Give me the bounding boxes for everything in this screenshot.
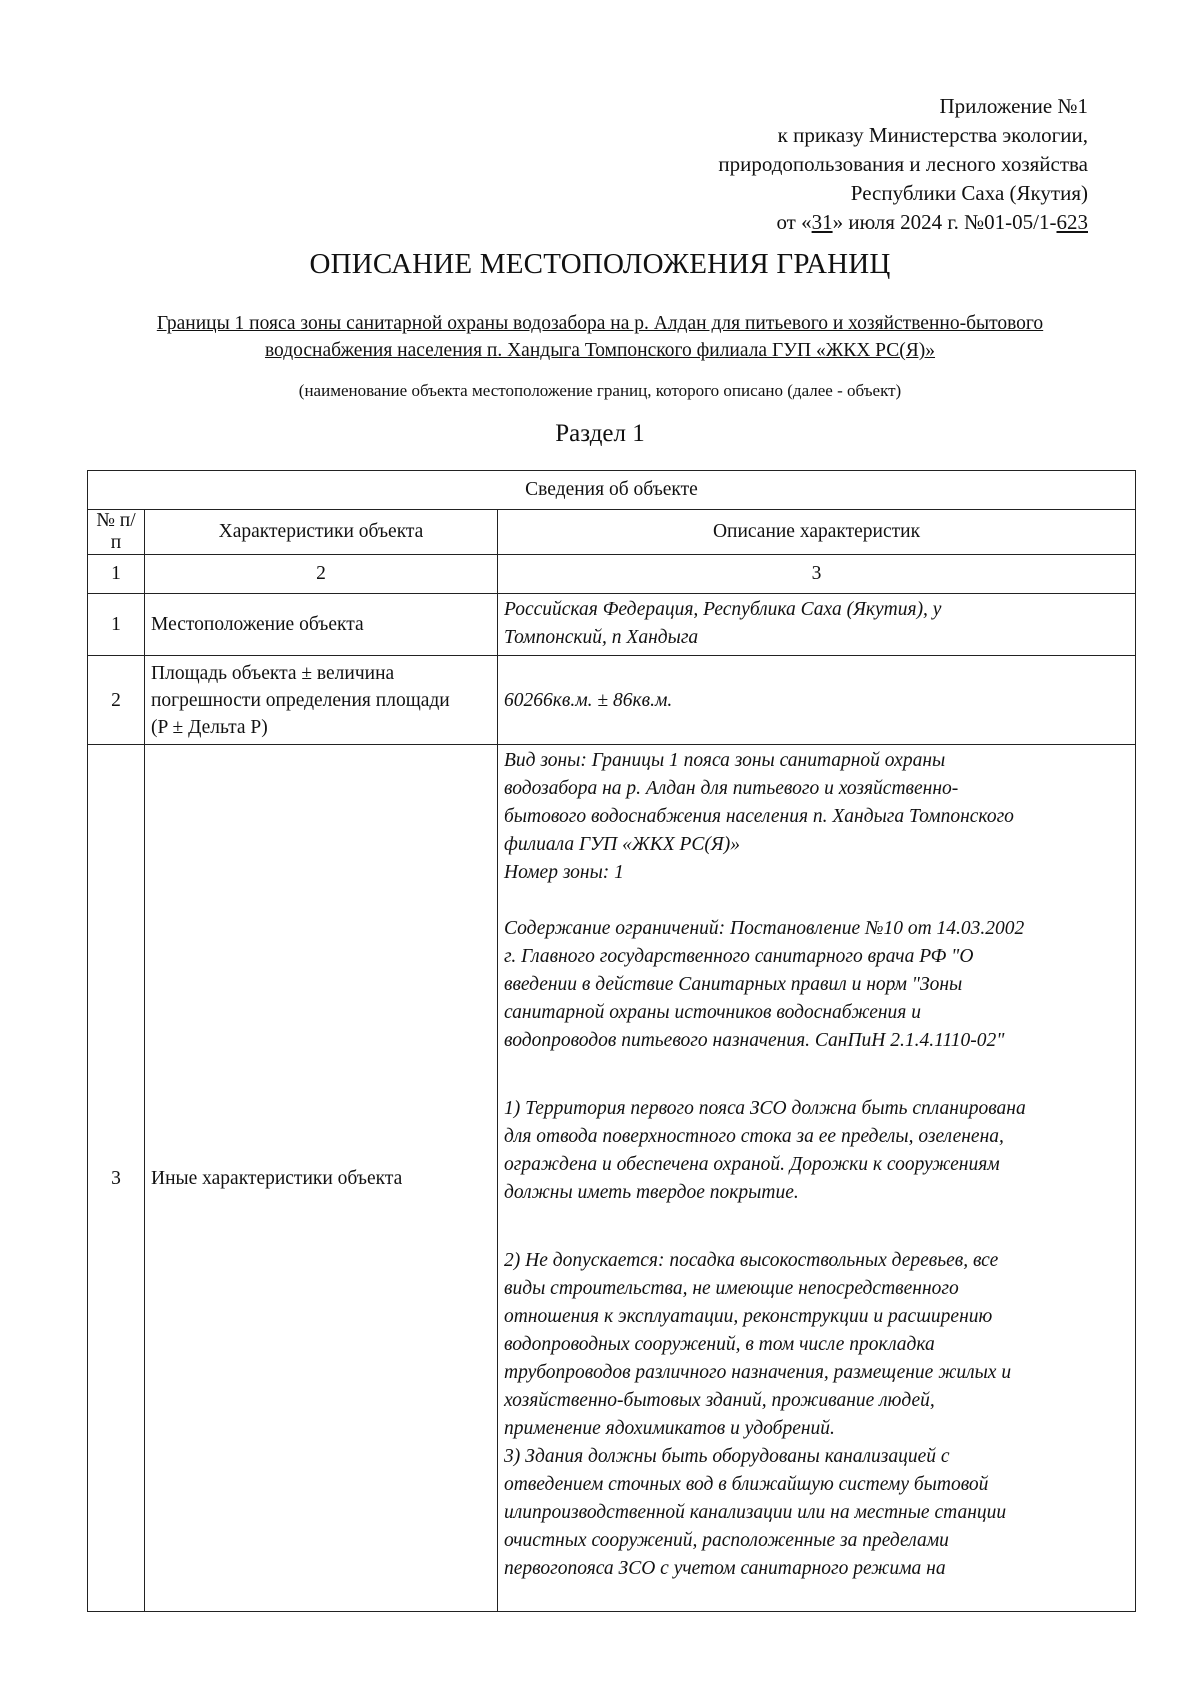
description-line: Томпонский, п Хандыга — [504, 627, 699, 648]
characteristic-line: Площадь объекта ± величина — [151, 662, 395, 684]
characteristic-cell: Иные характеристики объекта — [145, 745, 498, 1612]
section-title: Раздел 1 — [555, 420, 645, 447]
rule-1-line: должны иметь твердое покрытие. — [504, 1182, 799, 1203]
spacer — [504, 1207, 1129, 1247]
table-caption: Сведения об объекте — [88, 471, 1136, 510]
rule-3-line: первогопояса ЗСО с учетом санитарного режима на — [504, 1558, 946, 1579]
characteristic-line: погрешности определения площади — [151, 689, 450, 711]
rule-3-line: очистных сооружений, расположенные за пределами — [504, 1530, 949, 1551]
restrictions-line: водопроводов питьевого назначения. СанПиН 2.1.4.1110-02" — [504, 1030, 1005, 1051]
order-middle: » июля 2024 г. №01-05/1- — [832, 210, 1057, 234]
zone-type-line: Вид зоны: Границы 1 пояса зоны санитарной охраны — [504, 750, 946, 771]
appendix-block — [718, 92, 1088, 237]
rule-1-line: ограждена и обеспечена охраной. Дорожки к сооружениям — [504, 1154, 1000, 1175]
header-cell-characteristic: Характеристики объекта — [145, 510, 498, 555]
column-number: 3 — [498, 555, 1136, 594]
rule-3-line: илипроизводственной канализации или на местные станции — [504, 1502, 1007, 1523]
restrictions-line: г. Главного государственного санитарного врача РФ "О — [504, 946, 974, 967]
zone-number: Номер зоны: 1 — [504, 862, 624, 883]
appendix-line: Республики Саха (Якутия) — [850, 181, 1088, 205]
spacer — [504, 1055, 1129, 1095]
header-cell-number: № п/п — [88, 510, 145, 555]
description-cell — [498, 594, 1136, 656]
rule-1-line: для отвода поверхностного стока за ее пределы, озеленена, — [504, 1126, 1004, 1147]
column-number: 1 — [88, 555, 145, 594]
rule-3-line: отведением сточных вод в ближайшую систему бытовой — [504, 1474, 989, 1495]
row-number: 3 — [88, 745, 145, 1612]
restrictions-line: введении в действие Санитарных правил и норм "Зоны — [504, 974, 963, 995]
rule-2-line: виды строительства, не имеющие непосредственного — [504, 1278, 959, 1299]
rule-2-line: трубопроводов различного назначения, размещение жилых и — [504, 1362, 1012, 1383]
rule-1-line: 1) Территория первого пояса ЗСО должна быть спланирована — [504, 1098, 1026, 1119]
object-info-table — [87, 470, 1136, 1612]
rule-2-line: 2) Не допускается: посадка высокоствольных деревьев, все — [504, 1250, 999, 1271]
rule-2-line: отношения к эксплуатации, реконструкции и расширению — [504, 1306, 993, 1327]
table-header-row — [88, 510, 1136, 555]
column-number: 2 — [145, 555, 498, 594]
zone-type-line: водозабора на р. Алдан для питьевого и хозяйственно- — [504, 778, 959, 799]
order-date-line — [718, 208, 1088, 237]
table-row — [88, 656, 1136, 745]
table-caption-row — [88, 471, 1136, 510]
order-number: 623 — [1056, 210, 1088, 234]
restrictions-line: Содержание ограничений: Постановление №10 от 14.03.2002 — [504, 918, 1025, 939]
object-name-line: водоснабжения населения п. Хандыга Томпонского филиала ГУП «ЖКХ РС(Я)» — [264, 340, 936, 361]
area-value: 60266кв.м. ± 86кв.м. — [498, 656, 1136, 745]
description-cell — [498, 745, 1136, 1612]
table-row — [88, 745, 1136, 1612]
zone-type-line: бытового водоснабжения населения п. Хандыга Томпонского — [504, 806, 1014, 827]
appendix-line: к приказу Министерства экологии, — [777, 123, 1088, 147]
order-prefix: от « — [776, 210, 812, 234]
spacer — [504, 887, 1129, 915]
appendix-line: Приложение №1 — [939, 94, 1088, 118]
object-name-line: Границы 1 пояса зоны санитарной охраны водозабора на р. Алдан для питьевого и хозяйственно-бытового — [156, 313, 1044, 334]
description-line: Российская Федерация, Республика Саха (Якутия), у — [504, 599, 942, 620]
characteristic-line: (P ± Дельта P) — [151, 716, 268, 738]
rule-3-line: 3) Здания должны быть оборудованы канализацией с — [504, 1446, 950, 1467]
object-caption: (наименование объекта местоположение границ, которого описано (далее - объект) — [298, 381, 902, 400]
rule-2-line: применение ядохимикатов и удобрений. — [504, 1418, 835, 1439]
table-row — [88, 594, 1136, 656]
appendix-line: природопользования и лесного хозяйства — [718, 152, 1088, 176]
restrictions-line: санитарной охраны источников водоснабжения и — [504, 1002, 921, 1023]
column-number-row — [88, 555, 1136, 594]
row-number: 1 — [88, 594, 145, 656]
row-number: 2 — [88, 656, 145, 745]
document-title: ОПИСАНИЕ МЕСТОПОЛОЖЕНИЯ ГРАНИЦ — [309, 248, 891, 280]
characteristic-cell — [145, 656, 498, 745]
object-name — [90, 310, 1110, 364]
rule-2-line: водопроводных сооружений, в том числе прокладка — [504, 1334, 935, 1355]
zone-type-line: филиала ГУП «ЖКХ РС(Я)» — [504, 834, 740, 855]
characteristic-cell: Местоположение объекта — [145, 594, 498, 656]
header-cell-description: Описание характеристик — [498, 510, 1136, 555]
order-day: 31 — [811, 210, 833, 234]
rule-2-line: хозяйственно-бытовых зданий, проживание людей, — [504, 1390, 935, 1411]
